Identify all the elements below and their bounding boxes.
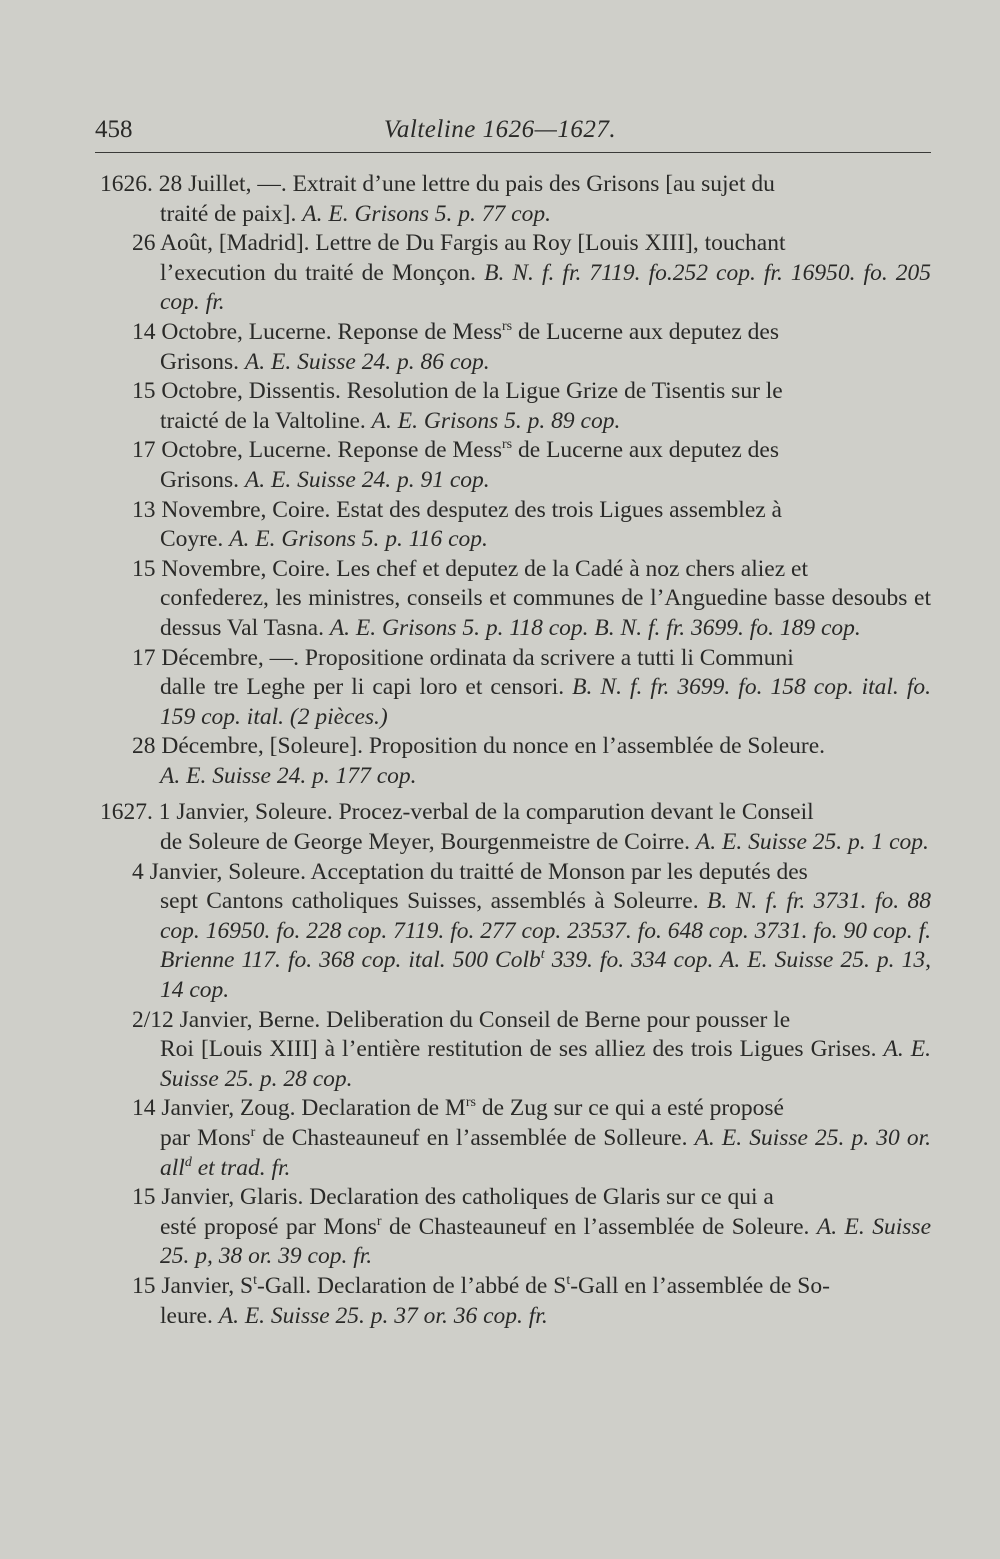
entry-text: Coyre. [160, 526, 230, 553]
entry-lead-text: 15 Octobre, Dissentis. Resolution de la Ligue Grize de Tisentis sur le [132, 378, 783, 405]
archive-citation: B. N. f. fr. 3699. fo. 158 cop. ital. fo. 159 cop. ital. (2 pièces.) [160, 674, 931, 730]
entry-text: esté proposé par Mons [160, 1213, 377, 1240]
archive-citation: A. E. Suisse 24. p. 86 cop. [244, 348, 490, 375]
archive-citation: A. E. Suisse 25. p. 37 or. 36 cop. fr. [218, 1302, 548, 1329]
archive-citation: A. E. Suisse 24. p. 91 cop. [244, 466, 490, 493]
calendar-entry [0, 377, 1000, 436]
entries-list [0, 170, 1000, 1331]
entry-text: Grisons. [160, 348, 245, 375]
entry-text: confederez, les ministres, conseils et communes de l’Anguedine basse desoubs et dessus Val Tasna. [160, 585, 931, 641]
archive-citation: A. E. Suisse 25. p. 30 or. all [160, 1125, 932, 1181]
entry-lead-text: 14 Janvier, Zoug. Declaration de M [132, 1095, 466, 1122]
calendar-entry [0, 436, 1000, 495]
entry-lead-text: 26 Août, [Madrid]. Lettre de Du Fargis au Roy [Louis XIII], touchant [132, 230, 786, 257]
entry-lead-text: 1627. 1 Janvier, Soleure. Procez-verbal de la comparution devant le Conseil [100, 799, 814, 826]
entry-first-line [132, 229, 931, 259]
entry-text: de Soleure de George Meyer, Bourgenmeistre de Coirre. [160, 829, 696, 856]
entry-lead-text: 4 Janvier, Soleure. Acceptation du traitté de Monson par les deputés des [132, 858, 808, 885]
entry-lead-text: 2/12 Janvier, Berne. Deliberation du Conseil de Berne pour pousser le [132, 1006, 791, 1033]
entry-first-line [132, 377, 931, 407]
archive-citation: B. N. f. fr. 3731. fo. 88 cop. 16950. fo. 228 cop. 7119. fo. 277 cop. 23537. fo. 648 cop. 3731. fo. 90 cop. f. Brienne 117. fo. 368 cop. ital. 500 Colb [160, 888, 931, 974]
superscript: rs [502, 437, 513, 453]
entry-lead-text: de Zug sur ce qui a esté proposé [475, 1095, 784, 1122]
entry-text: dalle tre Leghe per li capi loro et censori. [160, 674, 573, 701]
entry-first-line [132, 644, 931, 674]
entry-text: sept Cantons catholiques Suisses, assemblés à Soleurre. [160, 888, 707, 915]
calendar-entry [0, 858, 1000, 1006]
entry-lead-text: 13 Novembre, Coire. Estat des desputez des trois Ligues assemblez à [132, 496, 782, 523]
superscript: rs [465, 1095, 476, 1111]
calendar-entry [0, 1183, 1000, 1272]
archive-citation: A. E. Grisons 5. p. 118 cop. B. N. f. fr. 3699. fo. 189 cop. [329, 614, 861, 641]
entry-first-line [132, 555, 931, 585]
entry-lead-text: 1626. 28 Juillet, —. Extrait d’une lettre du pais des Grisons [au sujet du [100, 171, 775, 197]
calendar-entry [0, 555, 1000, 644]
archive-citation: A. E. Suisse 25. p. 1 cop. [695, 829, 929, 856]
archive-citation: A. E. Grisons 5. p. 116 cop. [229, 526, 488, 553]
archive-citation: B. N. f. fr. 7119. fo.252 cop. fr. 16950. fo. 205 cop. fr. [160, 259, 931, 316]
entry-first-line [132, 1006, 931, 1036]
entry-first-line [100, 798, 931, 828]
entry-first-line [132, 732, 931, 762]
superscript: r [376, 1213, 382, 1229]
entry-text: traicté de la Valtoline. [160, 407, 372, 434]
calendar-entry [0, 170, 1000, 229]
calendar-entry [0, 1094, 1000, 1183]
entry-lead-text: 15 Janvier, S [132, 1272, 254, 1299]
entry-first-line [132, 858, 931, 888]
calendar-entry [0, 318, 1000, 377]
entry-lead-text: 28 Décembre, [Soleure]. Proposition du nonce en l’assemblée de Soleure. [132, 733, 826, 760]
entry-lead-text: -Gall. Declaration de l’abbé de S [257, 1272, 567, 1299]
entry-lead-text: 15 Janvier, Glaris. Declaration des catholiques de Glaris sur ce qui a [132, 1184, 774, 1211]
calendar-entry [0, 229, 1000, 318]
running-title: Valteline 1626—1627. [383, 116, 617, 143]
archive-citation: A. E. Suisse 25. p, 38 or. 39 cop. fr. [160, 1213, 932, 1270]
entry-lead-text: 17 Octobre, Lucerne. Reponse de Mess [132, 437, 503, 464]
entry-text: Roi [Louis XIII] à l’entière restitution de ses alliez des trois Ligues Grises. [160, 1036, 884, 1063]
calendar-entry [0, 496, 1000, 555]
calendar-entry [0, 798, 1000, 857]
entry-text: de Chasteauneuf en l’assemblée de Soleure. [381, 1213, 817, 1240]
superscript: r [250, 1125, 256, 1141]
superscript: rs [502, 319, 513, 335]
page-number: 458 [95, 116, 133, 143]
entry-text: leure. [160, 1302, 219, 1329]
calendar-entry [0, 644, 1000, 733]
entry-text: traité de paix]. [160, 200, 303, 227]
entry-first-line [132, 318, 931, 348]
entry-text: Grisons. [160, 466, 245, 493]
entry-first-line [100, 170, 931, 200]
entry-first-line [132, 1272, 931, 1302]
calendar-entry [0, 732, 1000, 791]
superscript: d [184, 1154, 192, 1170]
archive-citation: A. E. Grisons 5. p. 89 cop. [371, 407, 621, 434]
superscript: t [253, 1273, 258, 1289]
entry-lead-text: 15 Novembre, Coire. Les chef et deputez de la Cadé à noz chers aliez et [132, 555, 808, 582]
header-rule [95, 152, 931, 153]
superscript: t [540, 947, 545, 963]
archive-citation: A. E. Suisse 24. p. 177 cop. [160, 762, 417, 789]
archive-citation: et trad. fr. [191, 1154, 291, 1181]
entry-first-line [132, 1094, 931, 1124]
entry-first-line [132, 436, 931, 466]
archive-citation: A. E. Suisse 25. p. 28 cop. [160, 1036, 931, 1092]
entry-lead-text: de Lucerne aux deputez des [512, 437, 779, 464]
calendar-entry [0, 1006, 1000, 1095]
entry-text: de Chasteauneuf en l’assemblée de Solleure. [255, 1125, 695, 1151]
entry-text: l’execution du traité de Monçon. [160, 259, 485, 286]
superscript: t [566, 1273, 571, 1289]
archive-citation: 339. fo. 334 cop. A. E. Suisse 25. p. 13, 14 cop. [160, 947, 931, 1004]
entry-first-line [132, 496, 931, 526]
entry-lead-text: de Lucerne aux deputez des [512, 318, 779, 345]
calendar-entry [0, 1272, 1000, 1331]
entry-first-line [132, 1183, 931, 1213]
entry-text: par Mons [160, 1125, 251, 1151]
entry-lead-text: -Gall en l’assemblée de So- [570, 1272, 830, 1299]
entry-lead-text: 14 Octobre, Lucerne. Reponse de Mess [132, 318, 503, 345]
entry-lead-text: 17 Décembre, —. Propositione ordinata da scrivere a tutti li Communi [132, 644, 794, 671]
archive-citation: A. E. Grisons 5. p. 77 cop. [302, 200, 551, 227]
